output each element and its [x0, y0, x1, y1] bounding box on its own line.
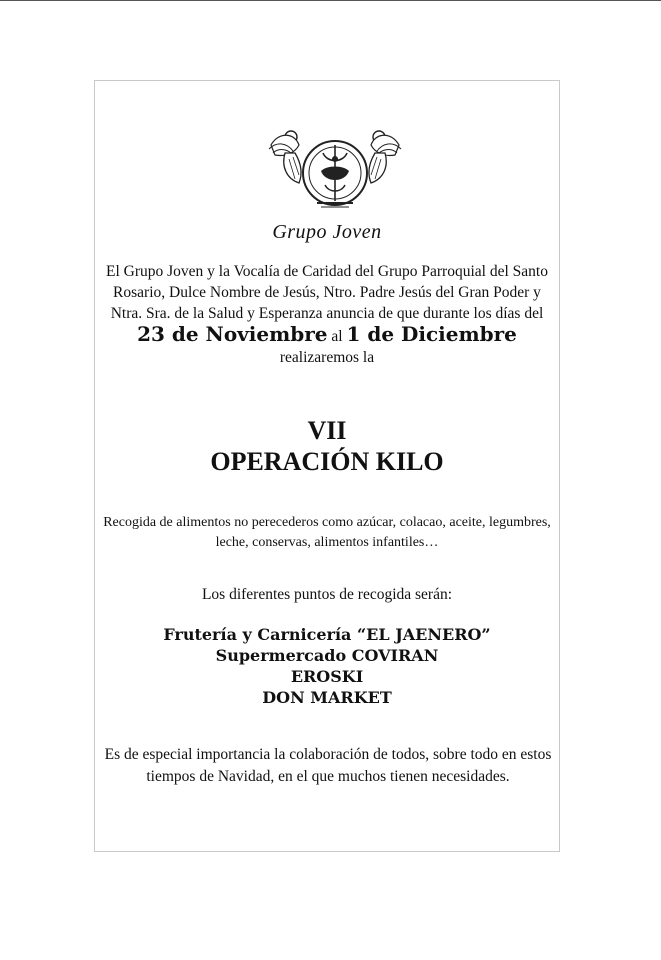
group-name: Grupo Joven: [272, 221, 382, 243]
top-rule: [0, 0, 661, 1]
event-title: [95, 415, 559, 477]
points-intro: Los diferentes puntos de recogida serán:: [201, 586, 453, 603]
title-name: OPERACIÓN KILO: [210, 447, 444, 476]
date-start: 23 de Noviembre: [137, 322, 328, 346]
locations-list: [95, 624, 559, 708]
location-item: Supermercado COVIRAN: [215, 646, 439, 665]
intro-paragraph: [98, 261, 556, 368]
flyer-page: [94, 80, 560, 852]
date-connector: al: [331, 328, 343, 345]
closing-paragraph: Es de especial importancia la colaboración de todos, sobre todo en estos tiempos de Navidad, en el que muchos tienen necesidades.: [104, 746, 552, 785]
date-end: 1 de Diciembre: [346, 322, 517, 346]
angels-crest-icon: [265, 123, 405, 213]
location-item: EROSKI: [290, 667, 364, 686]
location-item: DON MARKET: [262, 688, 392, 707]
items-paragraph: Recogida de alimentos no perecederos como azúcar, colacao, aceite, legumbres, leche, conservas, alimentos infantiles…: [103, 515, 551, 550]
intro-text: El Grupo Joven y la Vocalía de Caridad del Grupo Parroquial del Santo Rosario, Dulce Nombre de Jesús, Ntro. Padre Jesús del Gran Poder y Ntra. Sra. de la Salud y Esperanza anuncia de que durante los días del: [106, 263, 548, 322]
title-edition: VII: [307, 416, 347, 445]
location-item: Frutería y Carnicería “EL JAENERO”: [163, 625, 491, 644]
intro-ending: realizaremos la: [279, 349, 375, 366]
